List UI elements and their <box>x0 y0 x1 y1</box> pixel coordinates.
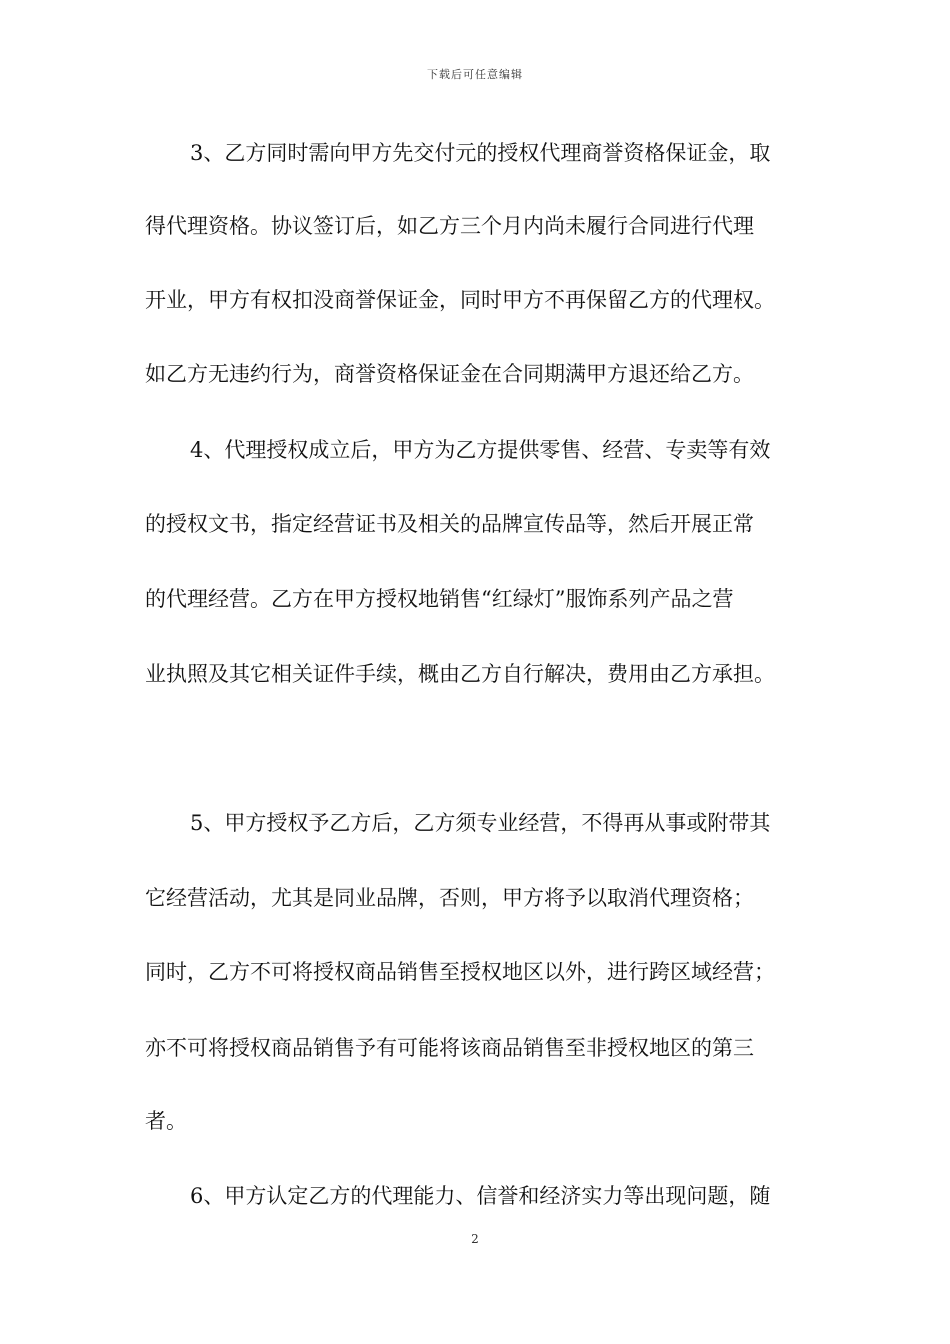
text-line: 的授权文书，指定经营证书及相关的品牌宣传品等，然后开展正常 <box>145 512 754 536</box>
text-line: 5、甲方授权予乙方后，乙方须专业经营，不得再从事或附带其 <box>190 811 771 835</box>
page-number: 2 <box>471 1232 479 1246</box>
text-line: 得代理资格。协议签订后，如乙方三个月内尚未履行合同进行代理 <box>145 214 754 238</box>
text-line: 6、甲方认定乙方的代理能力、信誉和经济实力等出现问题，随 <box>190 1184 771 1208</box>
text-line: 同时，乙方不可将授权商品销售至授权地区以外，进行跨区域经营； <box>145 960 775 984</box>
text-line: 的代理经营。乙方在甲方授权地销售“红绿灯”服饰系列产品之营 <box>145 587 734 611</box>
text-line: 3、乙方同时需向甲方先交付元的授权代理商誉资格保证金，取 <box>190 141 771 165</box>
text-line: 它经营活动，尤其是同业品牌，否则，甲方将予以取消代理资格； <box>145 886 754 910</box>
text-line: 业执照及其它相关证件手续，概由乙方自行解决，费用由乙方承担。 <box>145 662 775 686</box>
text-line: 者。 <box>145 1109 187 1133</box>
text-line: 如乙方无违约行为，商誉资格保证金在合同期满甲方退还给乙方。 <box>145 362 754 386</box>
text-line: 亦不可将授权商品销售予有可能将该商品销售至非授权地区的第三 <box>145 1036 754 1060</box>
header-note: 下载后可任意编辑 <box>427 68 523 81</box>
text-line: 开业，甲方有权扣没商誉保证金，同时甲方不再保留乙方的代理权。 <box>145 288 775 312</box>
text-line: 4、代理授权成立后，甲方为乙方提供零售、经营、专卖等有效 <box>190 438 771 462</box>
